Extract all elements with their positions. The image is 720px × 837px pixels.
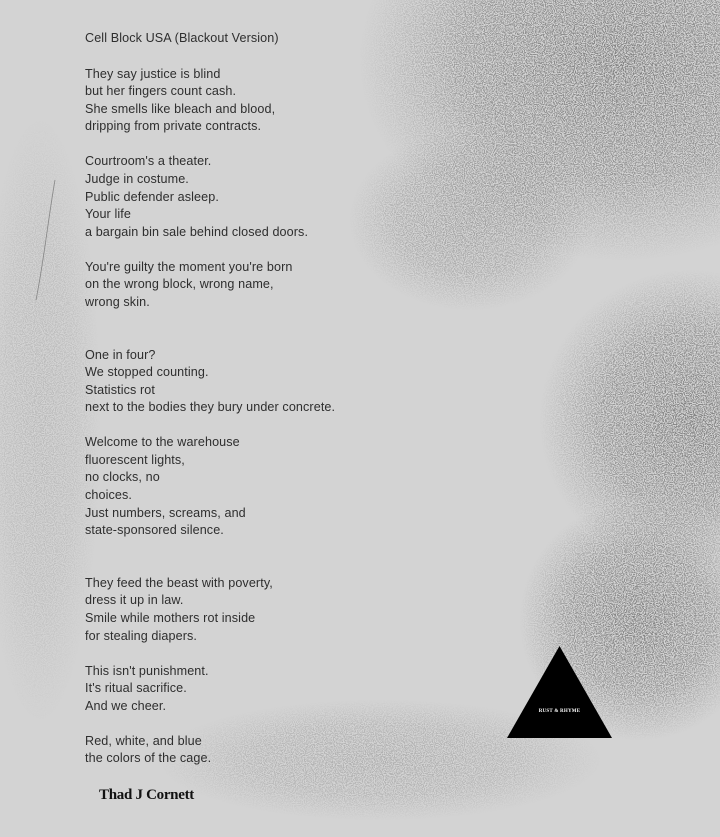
poem-line: wrong skin. xyxy=(85,294,150,309)
logo-text: RUST & RHYME xyxy=(538,709,581,714)
poem-line: no clocks, no xyxy=(85,470,160,485)
poem-line: Smile while mothers rot inside xyxy=(85,611,256,626)
poem-line: state-sponsored silence. xyxy=(85,523,224,538)
poem-line: She smells like bleach and blood, xyxy=(85,101,276,116)
poem-line: They feed the beast with poverty, xyxy=(85,575,273,590)
poem-line: a bargain bin sale behind closed doors. xyxy=(85,224,309,239)
stanza-7 xyxy=(85,663,385,716)
stanza-6 xyxy=(85,575,385,645)
poem-line: fluorescent lights, xyxy=(85,452,185,467)
poem xyxy=(85,30,385,785)
poem-line: Statistics rot xyxy=(85,382,155,397)
rust-and-rhyme-logo xyxy=(507,646,612,738)
poem-line: Courtroom's a theater. xyxy=(85,154,212,169)
poem-line: And we cheer. xyxy=(85,698,167,713)
stanza-5 xyxy=(85,434,385,540)
poem-line: One in four? xyxy=(85,347,156,362)
poem-line: You're guilty the moment you're born xyxy=(85,259,293,274)
poem-line: We stopped counting. xyxy=(85,365,209,380)
stanza-4 xyxy=(85,347,385,417)
poem-line: dress it up in law. xyxy=(85,593,184,608)
poem-line: for stealing diapers. xyxy=(85,628,198,643)
stanza-2 xyxy=(85,153,385,241)
poem-line: next to the bodies they bury under concrete. xyxy=(85,400,336,415)
poem-line: on the wrong block, wrong name, xyxy=(85,277,274,292)
poem-title: Cell Block USA (Blackout Version) xyxy=(85,31,279,45)
poem-line: Public defender asleep. xyxy=(85,189,219,204)
poem-line: Your life xyxy=(85,207,131,222)
poem-line: choices. xyxy=(85,488,132,503)
stanza-1 xyxy=(85,66,385,136)
triangle-logo-icon xyxy=(507,646,612,738)
poem-line: the colors of the cage. xyxy=(85,751,212,766)
poem-line: Red, white, and blue xyxy=(85,733,202,748)
poem-line: They say justice is blind xyxy=(85,66,221,81)
poem-line: It's ritual sacrifice. xyxy=(85,681,187,696)
author-signature: Thad J Cornett xyxy=(99,787,194,803)
stanza-3 xyxy=(85,259,385,312)
poem-line: Welcome to the warehouse xyxy=(85,435,240,450)
poem-line: dripping from private contracts. xyxy=(85,119,262,134)
poem-line: Judge in costume. xyxy=(85,171,189,186)
stanza-8 xyxy=(85,733,385,768)
poem-line: This isn't punishment. xyxy=(85,663,209,678)
poem-line: but her fingers count cash. xyxy=(85,84,237,99)
poem-line: Just numbers, screams, and xyxy=(85,505,246,520)
